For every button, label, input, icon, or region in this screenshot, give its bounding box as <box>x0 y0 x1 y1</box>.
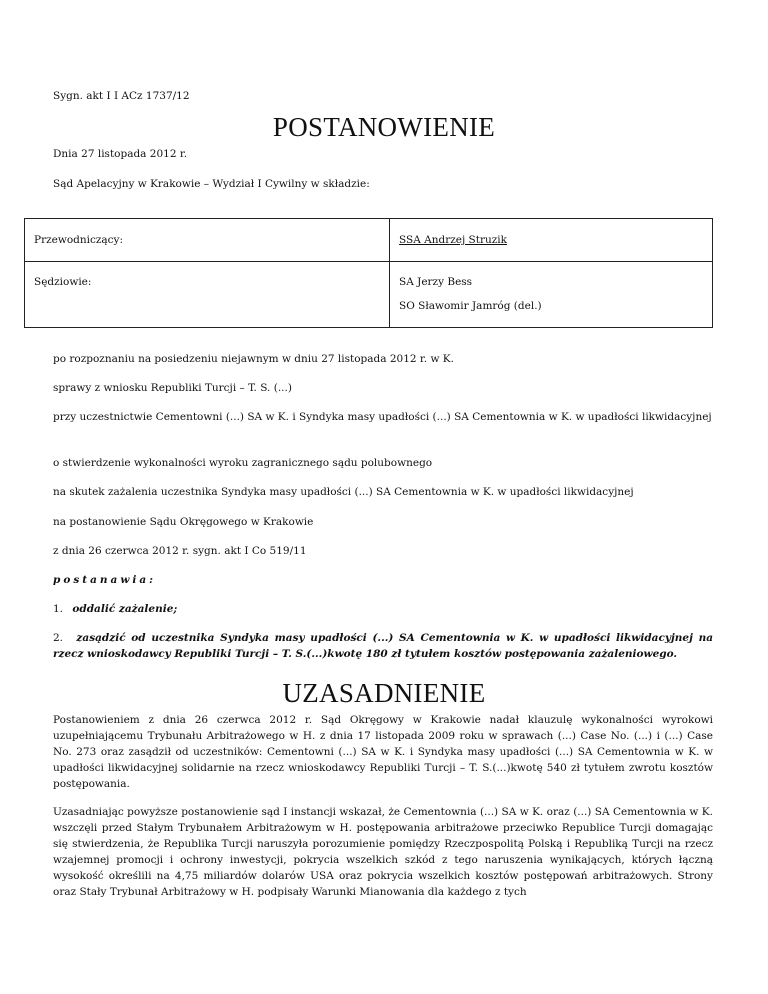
body-line-2: sprawy z wniosku Republiki Turcji – T. S. (...) <box>53 382 292 394</box>
judge-name-2: SO Sławomir Jamróg (del.) <box>399 300 542 312</box>
body-line-6: na postanowienie Sądu Okręgowego w Krakowie <box>53 516 314 528</box>
ruling-date: Dnia 27 listopada 2012 r. <box>53 148 188 160</box>
point-1-text: oddalić zażalenie; <box>72 603 178 615</box>
point-1-number: 1. <box>53 603 64 615</box>
chair-name: SSA Andrzej Struzik <box>399 234 507 246</box>
judges-label-cell <box>25 262 390 328</box>
body-line-1: po rozpoznaniu na posiedzeniu niejawnym w dniu 27 listopada 2012 r. w K. <box>53 353 454 365</box>
judges-panel-table <box>24 218 713 328</box>
chair-label-cell <box>25 219 390 262</box>
chair-label: Przewodniczący: <box>34 234 124 246</box>
justification-paragraph-2: Uzasadniając powyższe postanowienie sąd I instancji wskazał, że Cementownia (...) SA w K. oraz (...) SA Cementownia w K. wszczęli przed Stałym Trybunałem Arbitrażowym w H. postępowania arbitrażowe przeciwko Republice Turcji domagając się stwierdzenia, że Republika Turcji naruszyła porozumienie pomiędzy Rzeczpospolitą Polską i Republiką Turcji na rzecz wzajemnej promocji i ochrony inwestycji, pokrycia wszelkich szkód z tego naruszenia wynikających, których łączną wysokość określili na 4,75 miliardów dolarów USA oraz pokrycia wszelkich kosztów postępowań arbitrażowych. Strony oraz Stały Trybunał Arbitrażowy w H. podpisały Warunki Mianowania dla każdego z tych <box>53 806 713 898</box>
body-line-7: z dnia 26 czerwca 2012 r. sygn. akt I Co 519/11 <box>53 545 307 557</box>
justification-paragraph-1: Postanowieniem z dnia 26 czerwca 2012 r. Sąd Okręgowy w Krakowie nadał klauzulę wykonalności wyrokowi uzupełniającemu Trybunału Arbitrażowego w H. z dnia 17 listopada 2009 roku w sprawach (...) Case No. (...) i (...) Case No. 273 oraz zasądził od uczestników: Cementowni (...) SA w K. i Syndyka masy upadłości (...) SA Cementownia w K. w upadłości likwidacyjnej solidarnie na rzecz wnioskodawcy Republiki Turcji – T. S.(...)kwotę 540 zł tytułem zwrotu kosztów postępowania. <box>53 714 713 790</box>
judge-name-1: SA Jerzy Bess <box>399 276 473 288</box>
body-line-5: na skutek zażalenia uczestnika Syndyka masy upadłości (...) SA Cementownia w K. w upadłości likwidacyjnej <box>53 486 634 498</box>
point-2-text: zasądzić od uczestnika Syndyka masy upadłości (...) SA Cementownia w K. w upadłości likwidacyjnej na rzecz wnioskodawcy Republiki Turcji – T. S.(...)kwotę 180 zł tytułem kosztów postępowania zażaleniowego. <box>53 632 714 660</box>
judges-names-cell <box>390 262 713 328</box>
body-line-4: o stwierdzenie wykonalności wyroku zagranicznego sądu polubownego <box>53 457 433 469</box>
case-signature: Sygn. akt I I ACz 1737/12 <box>53 90 190 102</box>
point-2-number: 2. <box>53 632 64 644</box>
decides-heading: postanawia: <box>53 574 157 586</box>
court-composition: Sąd Apelacyjny w Krakowie – Wydział I Cywilny w składzie: <box>53 178 370 190</box>
point-2 <box>53 630 713 662</box>
chair-name-cell <box>390 219 713 262</box>
document-title: POSTANOWIENIE <box>272 112 496 142</box>
justification-title: UZASADNIENIE <box>282 678 486 708</box>
judges-label: Sędziowie: <box>34 276 92 288</box>
point-1 <box>53 601 713 617</box>
body-line-3: przy uczestnictwie Cementowni (...) SA w K. i Syndyka masy upadłości (...) SA Cementownia w K. w upadłości likwidacyjnej <box>53 411 712 423</box>
